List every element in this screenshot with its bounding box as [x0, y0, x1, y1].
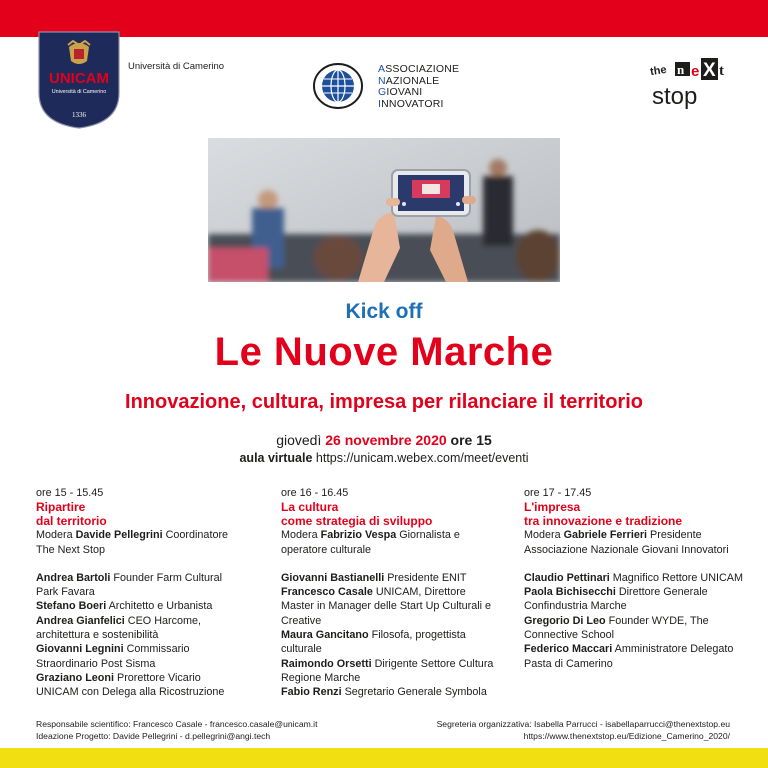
- speaker-name: Graziano Leoni: [36, 671, 114, 684]
- speaker-name: Raimondo Orsetti: [281, 657, 372, 670]
- session-time: ore 15 - 15.45: [36, 487, 104, 499]
- speaker: [281, 571, 499, 585]
- speaker-name: Claudio Pettinari: [524, 571, 610, 584]
- speaker: [524, 571, 744, 585]
- speaker: [36, 614, 246, 643]
- session-title: [281, 500, 499, 528]
- session-title-line: La cultura: [281, 500, 339, 515]
- speaker: [281, 657, 499, 686]
- unicam-label: Università di Camerino: [128, 61, 225, 72]
- bottom-yellow-bar: [0, 748, 768, 768]
- speaker: [524, 585, 744, 614]
- speaker-name: Gregorio Di Leo: [524, 614, 606, 627]
- speaker-role: CEO Harcome, architettura e sostenibilità: [36, 614, 202, 642]
- date-main: 26 novembre 2020: [325, 432, 447, 448]
- speaker-role: Amministratore Delegato Pasta di Camerino: [524, 643, 734, 670]
- session-title-line: L'impresa: [524, 500, 581, 515]
- speaker-name: Paola Bichisecchi: [524, 586, 616, 599]
- session-title-line: tra innovazione e tradizione: [524, 514, 683, 529]
- angi-line-1: ASSOCIAZIONE: [378, 63, 460, 75]
- speaker-role: Dirigente Settore Cultura Regione Marche: [281, 657, 494, 684]
- session-3: [524, 486, 744, 671]
- session-time: ore 16 - 16.45: [281, 487, 349, 499]
- footer-secretariat-contact[interactable]: Segreteria organizzativa: Isabella Parrucci - isabellaparrucci@thenextstop.eu: [436, 719, 730, 729]
- footer-project-contact[interactable]: Ideazione Progetto: Davide Pellegrini - d.pellegrini@angi.tech: [36, 731, 271, 741]
- speaker-name: Giovanni Legnini: [36, 643, 124, 656]
- speaker: [36, 642, 246, 671]
- moderator-name: Davide Pellegrini: [75, 529, 163, 542]
- crest-year: 1336: [72, 111, 86, 119]
- event-date: [0, 432, 768, 448]
- angi-line-2: NAZIONALE: [378, 74, 440, 87]
- smartphone-audience-photo-icon: [208, 138, 560, 282]
- speaker: [281, 628, 499, 657]
- speaker-name: Andrea Gianfelici: [36, 614, 125, 627]
- speaker-role: Presidente ENIT: [384, 571, 467, 584]
- speaker: [524, 614, 744, 643]
- moderator-role: Coordinatore The Next Stop: [36, 529, 229, 556]
- moderator-role: Presidente Associazione Nazionale Giovani Innovatori: [524, 529, 729, 556]
- footer-website-link[interactable]: https://www.thenextstop.eu/Edizione_Camerino_2020/: [523, 731, 730, 741]
- date-time: ore 15: [446, 432, 492, 448]
- speaker-name: Federico Maccari: [524, 643, 613, 656]
- speaker-role: Founder WYDE, The Connective School: [524, 614, 709, 642]
- speaker: [36, 599, 246, 613]
- moderator-name: Gabriele Ferrieri: [563, 529, 648, 542]
- session-title: [36, 500, 246, 528]
- speaker: [281, 585, 499, 628]
- moderator-name: Fabrizio Vespa: [320, 529, 397, 542]
- speaker: [36, 671, 246, 700]
- hero-photo: [208, 138, 560, 282]
- event-location: [0, 451, 768, 465]
- the-next-stop-logo: [648, 54, 730, 116]
- speaker-role: Founder Farm Cultural Park Favara: [36, 571, 223, 599]
- speaker: [524, 642, 744, 671]
- moderator-role: Giornalista e operatore culturale: [281, 529, 460, 556]
- event-subtitle: Innovazione, cultura, impresa per rilanciare il territorio: [125, 391, 643, 413]
- aula-label: aula virtuale: [239, 451, 313, 465]
- speaker-name: Stefano Boeri: [36, 600, 107, 613]
- speaker-role: Direttore Generale Confindustria Marche: [524, 586, 708, 613]
- moderator-prefix: Modera: [524, 529, 564, 542]
- angi-line-3: GIOVANI: [378, 86, 423, 98]
- kick-off-label: Kick off: [345, 300, 423, 323]
- footer-right: [437, 718, 730, 742]
- unicam-crest-logo: [38, 31, 120, 129]
- speaker-name: Fabio Renzi: [281, 686, 342, 699]
- speaker-role: Prorettore Vicario UNICAM con Delega alla Ricostruzione: [36, 671, 225, 699]
- angi-logo: [312, 60, 472, 112]
- speaker-role: UNICAM, Direttore Master in Manager delle Start Up Culturali e Creative: [281, 586, 492, 627]
- svg-text:t: t: [719, 63, 724, 79]
- session-title-line: come strategia di sviluppo: [281, 514, 433, 529]
- speaker-name: Francesco Casale: [281, 586, 373, 599]
- angi-line-4: INNOVATORI: [378, 97, 444, 110]
- speaker-role: Commissario Straordinario Post Sisma: [36, 643, 190, 670]
- speaker-role: Segretario Generale Symbola: [341, 686, 487, 699]
- speaker: [36, 571, 246, 600]
- speaker-name: Maura Gancitano: [281, 629, 369, 642]
- session-time: ore 17 - 17.45: [524, 487, 592, 499]
- event-title: Le Nuove Marche: [214, 330, 554, 374]
- svg-text:the: the: [649, 63, 668, 79]
- session-title-line: dal territorio: [36, 514, 107, 529]
- moderator: [36, 528, 246, 557]
- session-title: [524, 500, 744, 528]
- speaker-role: Filosofa, progettista culturale: [281, 629, 466, 656]
- globe-icon: [312, 60, 364, 112]
- footer-left: [36, 718, 317, 742]
- svg-text:stop: stop: [652, 83, 698, 110]
- speaker-role: Architetto e Urbanista: [106, 600, 213, 613]
- crest-subtitle: Università di Camerino: [51, 89, 107, 95]
- speaker: [281, 685, 499, 699]
- svg-text:X: X: [703, 60, 716, 81]
- session-1: [36, 486, 246, 700]
- session-2: [281, 486, 499, 700]
- moderator-prefix: Modera: [281, 529, 321, 542]
- moderator: [281, 528, 499, 557]
- moderator-prefix: Modera: [36, 529, 76, 542]
- footer-scientific-contact[interactable]: Responsabile scientifico: Francesco Casale - francesco.casale@unicam.it: [36, 719, 318, 729]
- crest-name: UNICAM: [49, 70, 109, 87]
- svg-text:e: e: [691, 63, 700, 80]
- date-prefix: giovedì: [276, 432, 326, 448]
- aula-url-link[interactable]: https://unicam.webex.com/meet/eventi: [312, 451, 529, 465]
- moderator: [524, 528, 744, 557]
- session-title-line: Ripartire: [36, 500, 86, 515]
- speaker-role: Magnifico Rettore UNICAM: [609, 571, 743, 584]
- speaker-name: Andrea Bartoli: [36, 571, 111, 584]
- speaker-name: Giovanni Bastianelli: [281, 571, 385, 584]
- angi-wordmark: [378, 64, 459, 110]
- svg-text:n: n: [677, 62, 685, 77]
